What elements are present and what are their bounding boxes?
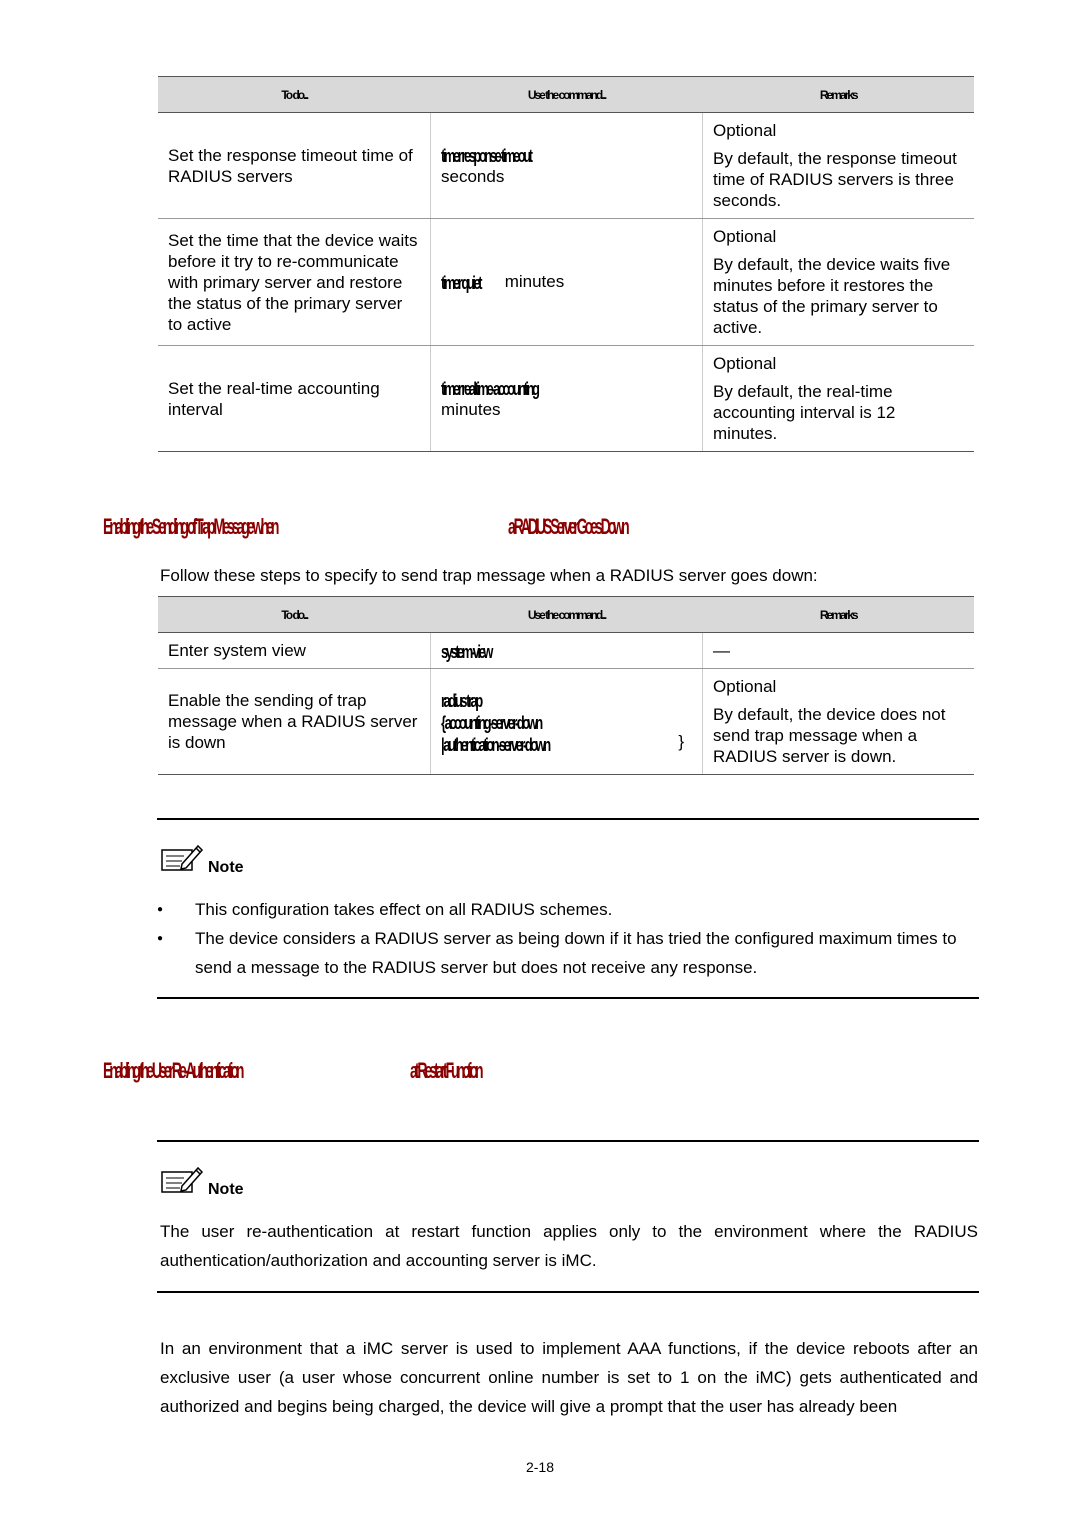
command-keyword: timer quiet [441, 272, 480, 293]
table-row [158, 633, 974, 669]
header-todo: To do... [158, 77, 431, 113]
note-box [157, 818, 979, 999]
bullet-text: The device considers a RADIUS server as being down if it has tried the configured maximum times to send a message to the RADIUS server but does not receive any response. [195, 929, 957, 977]
remarks-detail: By default, the response timeout time of RADIUS servers is three seconds. [713, 149, 957, 210]
note-header [160, 842, 244, 879]
remarks-cell [703, 669, 975, 775]
command-keyword: system-view [441, 640, 491, 662]
command-cell [431, 633, 703, 669]
heading-part-right: a RADIUS Server Goes Down [508, 513, 627, 539]
remarks-optional: Optional [713, 121, 777, 140]
bullet-text: This configuration takes effect on all RADIUS schemes. [195, 900, 613, 919]
bullet-dot-icon: ● [157, 933, 164, 944]
note-pencil-icon [160, 842, 204, 879]
config-table-timers [158, 76, 974, 452]
command-cell [431, 219, 703, 346]
remarks-cell [703, 346, 975, 452]
list-item [157, 895, 979, 924]
note-header [160, 1164, 244, 1201]
header-command: Use the command... [431, 597, 703, 633]
table-row [158, 113, 974, 219]
section-heading-trap [103, 513, 627, 539]
body-paragraph: In an environment that a iMC server is used to implement AAA functions, if the device reboots after an exclusive user (a user whose concurrent online number is set to 1 on the iMC) gets authenticated and authorized and begins being charged, the device will give a prompt that the user has already been [160, 1339, 978, 1416]
remarks-detail: By default, the device does not send trap message when a RADIUS server is down. [713, 705, 946, 766]
remarks-detail: By default, the real-time accounting interval is 12 minutes. [713, 382, 896, 443]
todo-cell: Enter system view [158, 633, 431, 669]
heading-part-left: Enabling the Sending of Trap Message when [103, 513, 277, 539]
todo-cell: Set the real-time accounting interval [158, 346, 431, 452]
config-table-trap [158, 596, 974, 775]
table-row [158, 669, 974, 775]
remarks-optional: Optional [713, 677, 777, 696]
command-option-authentication: | authentication-server-down [441, 733, 549, 755]
header-todo: To do... [158, 597, 431, 633]
command-argument: minutes [504, 272, 565, 291]
header-command: Use the command... [431, 77, 703, 113]
heading-part-right: at Restart Function [410, 1057, 481, 1083]
remarks-detail: By default, the device waits five minutes before it restores the status of the primary server to active. [713, 255, 951, 337]
todo-cell: Set the time that the device waits before it try to re-communicate with primary server and restore the status of the primary server to active [158, 219, 431, 346]
table-row [158, 219, 974, 346]
header-remarks: Remarks [703, 77, 975, 113]
remarks-optional: Optional [713, 354, 777, 373]
page-number: 2-18 [525, 1459, 555, 1475]
remarks-optional: Optional [713, 227, 777, 246]
table-row [158, 346, 974, 452]
command-cell [431, 346, 703, 452]
note-label: Note [208, 1181, 244, 1198]
command-cell [431, 669, 703, 775]
command-cell [431, 113, 703, 219]
command-brace: } [678, 732, 684, 751]
command-argument: seconds [441, 167, 505, 186]
command-option-accounting: { accounting-server-down [441, 711, 541, 733]
header-remarks: Remarks [703, 597, 975, 633]
heading-part-left: Enabling the User Re-Authentication [103, 1057, 242, 1083]
remarks-cell: — [703, 633, 975, 669]
command-argument: minutes [441, 400, 501, 419]
note-box [157, 1140, 979, 1293]
remarks-cell [703, 219, 975, 346]
command-keyword: timer response-timeout [441, 145, 531, 166]
command-keyword: radius trap [441, 689, 481, 711]
list-item [157, 924, 979, 982]
section-intro: Follow these steps to specify to send trap message when a RADIUS server goes down: [160, 566, 818, 585]
note-label: Note [208, 859, 244, 876]
todo-cell: Enable the sending of trap message when a RADIUS server is down [158, 669, 431, 775]
command-keyword: timer realtime-accounting [441, 378, 538, 399]
bullet-dot-icon: ● [157, 904, 164, 915]
note-text: The user re-authentication at restart function applies only to the environment where the RADIUS authentication/authorization and accounting server is iMC. [160, 1222, 978, 1270]
todo-cell: Set the response timeout time of RADIUS servers [158, 113, 431, 219]
note-pencil-icon [160, 1164, 204, 1201]
remarks-cell [703, 113, 975, 219]
section-heading-reauth [103, 1057, 481, 1083]
